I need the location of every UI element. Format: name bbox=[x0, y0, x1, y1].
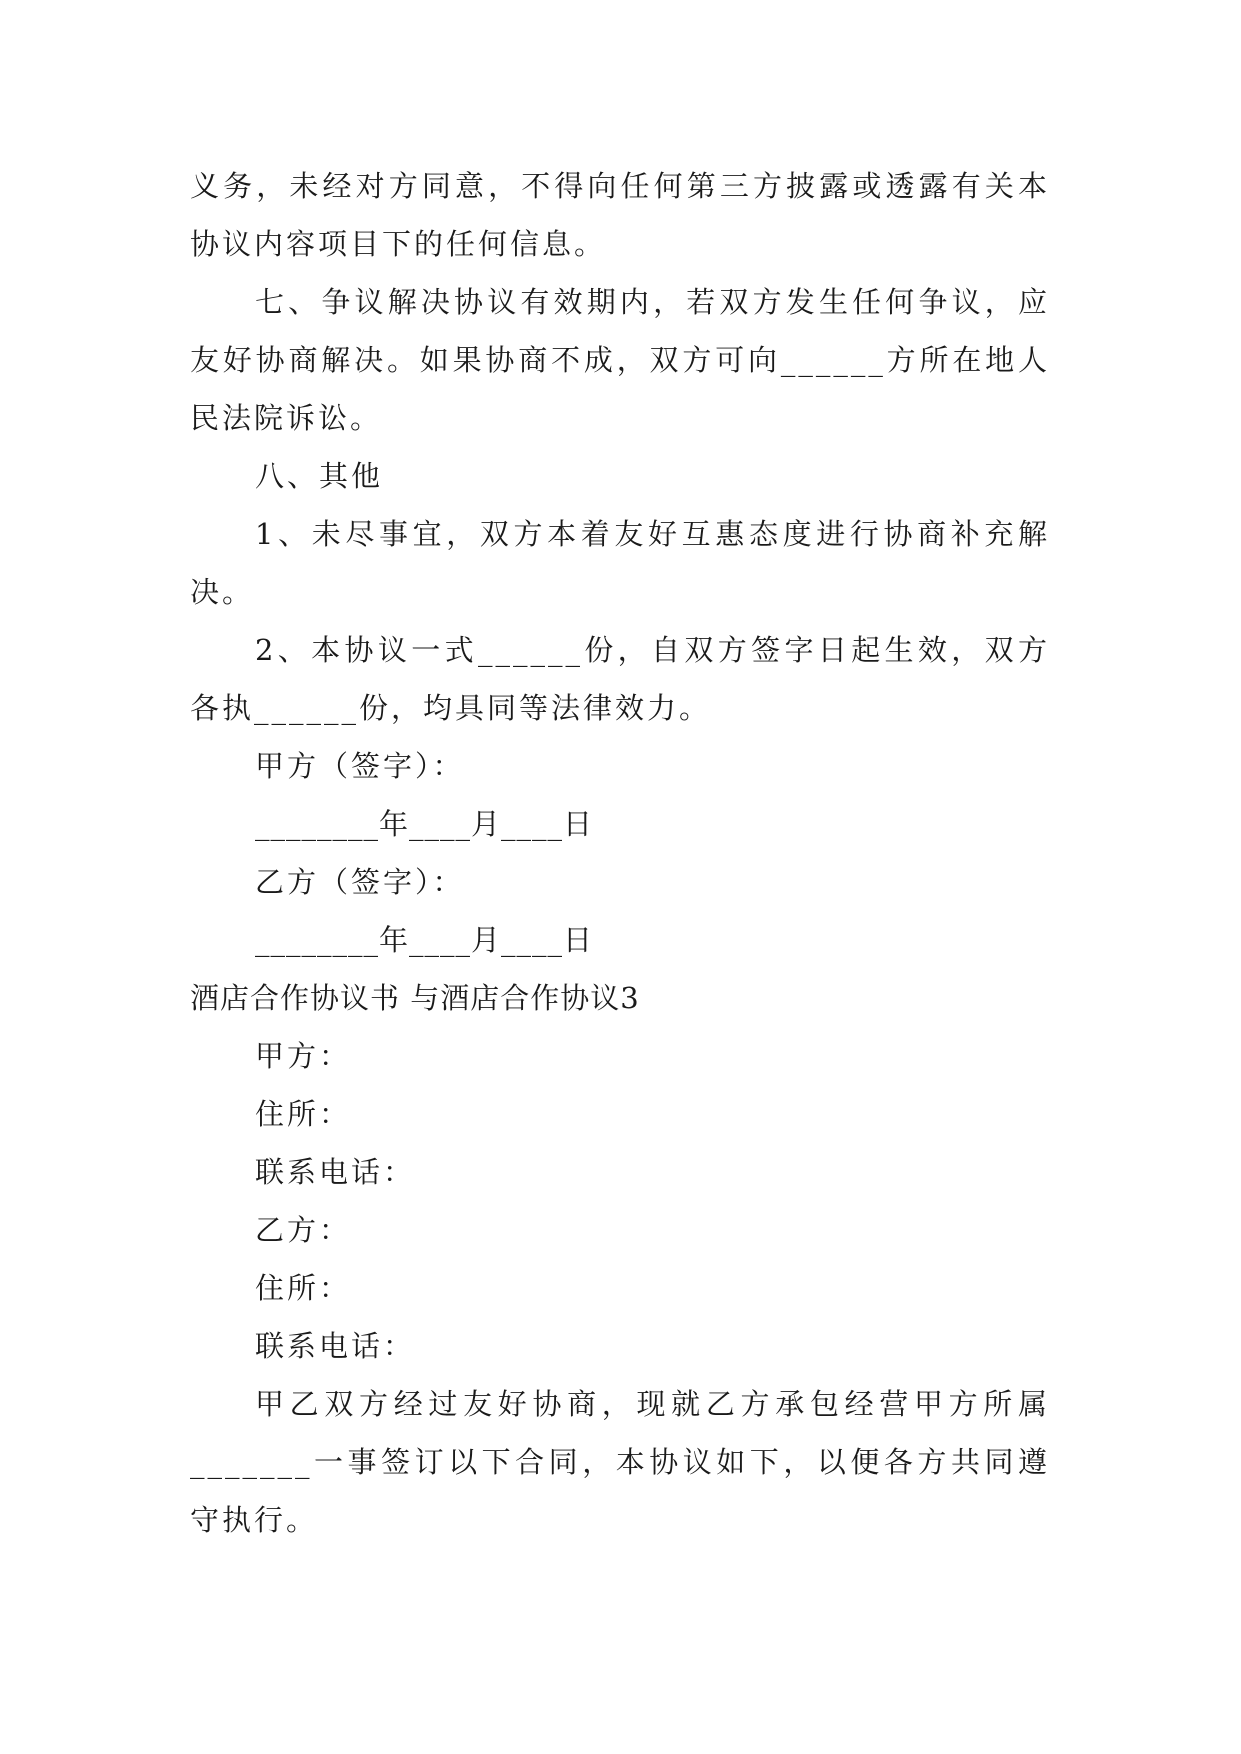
party-b-address-label: 住所： bbox=[255, 1271, 352, 1305]
paragraph-line: 友好协商解决。如果协商不成，双方可向______方所在地人 bbox=[190, 343, 1050, 377]
paragraph-line: 民法院诉讼。 bbox=[190, 401, 383, 435]
party-b-phone-label: 联系电话： bbox=[255, 1329, 416, 1363]
party-a-phone-label: 联系电话： bbox=[255, 1155, 416, 1189]
paragraph-line: 1、未尽事宜，双方本着友好互惠态度进行协商补充解 bbox=[255, 517, 1050, 551]
party-b-label: 乙方： bbox=[255, 1213, 352, 1247]
paragraph-line: 2、本协议一式______份，自双方签字日起生效，双方 bbox=[255, 633, 1050, 667]
party-a-label: 甲方： bbox=[255, 1039, 352, 1073]
party-a-date-line: ________年____月____日 bbox=[255, 807, 594, 841]
section-heading-dispute: 七、争议解决协议有效期内，若双方发生任何争议，应 bbox=[255, 285, 1050, 319]
section-heading-other: 八、其他 bbox=[255, 459, 384, 493]
paragraph-line: 各执______份，均具同等法律效力。 bbox=[190, 691, 712, 725]
party-b-date-line: ________年____月____日 bbox=[255, 923, 594, 957]
paragraph-line: 守执行。 bbox=[190, 1503, 319, 1537]
party-a-signature-label: 甲方（签字）： bbox=[255, 749, 465, 783]
party-b-signature-label: 乙方（签字）： bbox=[255, 865, 465, 899]
paragraph-line: 义务，未经对方同意，不得向任何第三方披露或透露有关本 bbox=[190, 169, 1050, 203]
paragraph-line: 甲乙双方经过友好协商，现就乙方承包经营甲方所属 bbox=[255, 1387, 1050, 1421]
document-title: 酒店合作协议书 与酒店合作协议3 bbox=[190, 981, 640, 1015]
party-a-address-label: 住所： bbox=[255, 1097, 352, 1131]
paragraph-line: 协议内容项目下的任何信息。 bbox=[190, 227, 607, 261]
paragraph-line: 决。 bbox=[190, 575, 255, 609]
paragraph-line: _______一事签订以下合同，本协议如下，以便各方共同遵 bbox=[190, 1445, 1050, 1479]
